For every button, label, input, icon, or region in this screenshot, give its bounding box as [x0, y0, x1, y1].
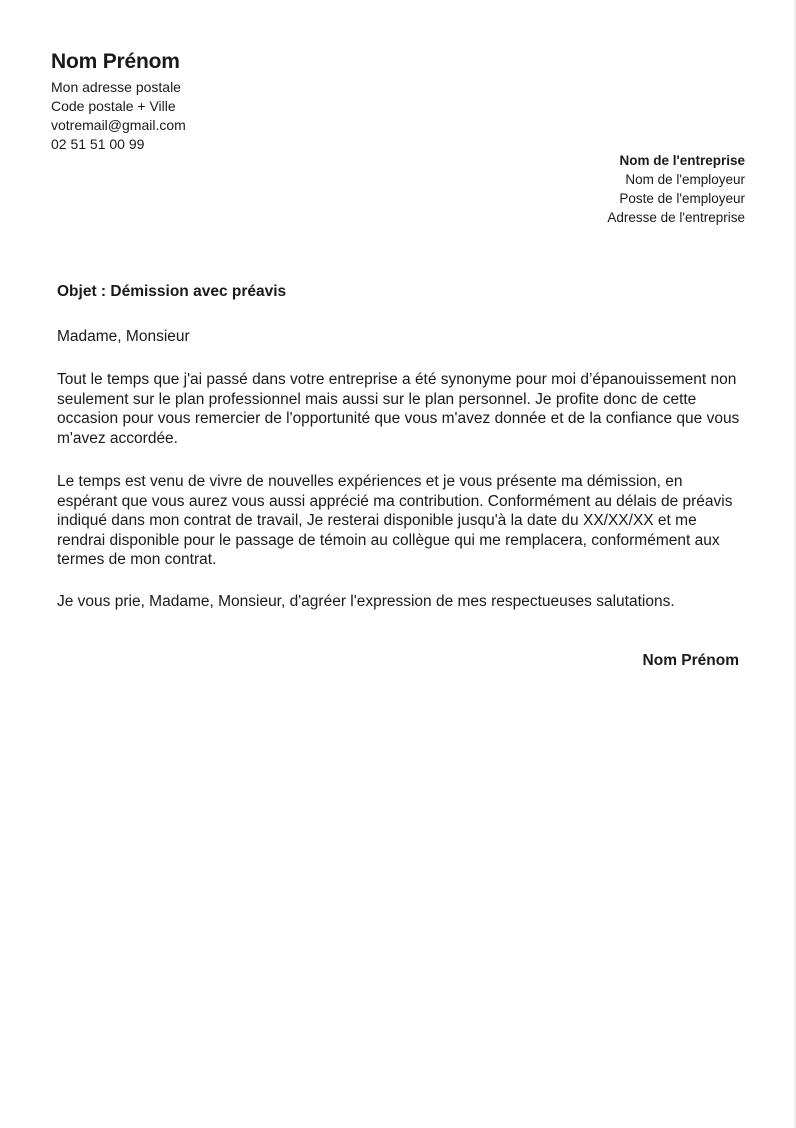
- recipient-company: Nom de l'entreprise: [619, 153, 745, 168]
- recipient-employer-position: Poste de l'employeur: [619, 191, 745, 206]
- sender-email: votremail@gmail.com: [51, 117, 186, 133]
- sender-phone: 02 51 51 00 99: [51, 136, 145, 152]
- letter-salutation: Madame, Monsieur: [57, 328, 190, 345]
- sender-address: Mon adresse postale: [51, 79, 181, 95]
- sender-block: [51, 49, 186, 154]
- letter-closing: Je vous prie, Madame, Monsieur, d'agréer l'expression de mes respectueuses salutations.: [57, 593, 675, 610]
- letter-paragraph-1: Tout le temps que j'ai passé dans votre entreprise a été synonyme pour moi d’épanouissement non seulement sur le plan professionnel mais aussi sur le plan personnel. Je profite donc de cette occasion pour vous remercier de l'opportunité que vous m'avez donnée et de la confiance que vous m'avez accordée.: [57, 371, 740, 447]
- letter-signature: Nom Prénom: [642, 652, 739, 669]
- letter-subject: Objet : Démission avec préavis: [57, 283, 287, 300]
- recipient-company-address: Adresse de l'entreprise: [607, 210, 745, 225]
- sender-city: Code postale + Ville: [51, 98, 176, 114]
- letter-paragraph-2: Le temps est venu de vivre de nouvelles expériences et je vous présente ma démission, en espérant que vous aurez vous aussi apprécié ma contribution. Conformément au délais de préavis indiqué dans mon contrat de travail, Je resterai disponible jusqu'à la date du XX/XX/XX et me rendrai disponible pour le passage de témoin au collègue qui me remplacera, conformément aux termes de mon contrat.: [57, 473, 733, 568]
- sender-name: Nom Prénom: [51, 50, 180, 73]
- recipient-block: [607, 151, 745, 227]
- recipient-employer-name: Nom de l'employeur: [625, 172, 745, 187]
